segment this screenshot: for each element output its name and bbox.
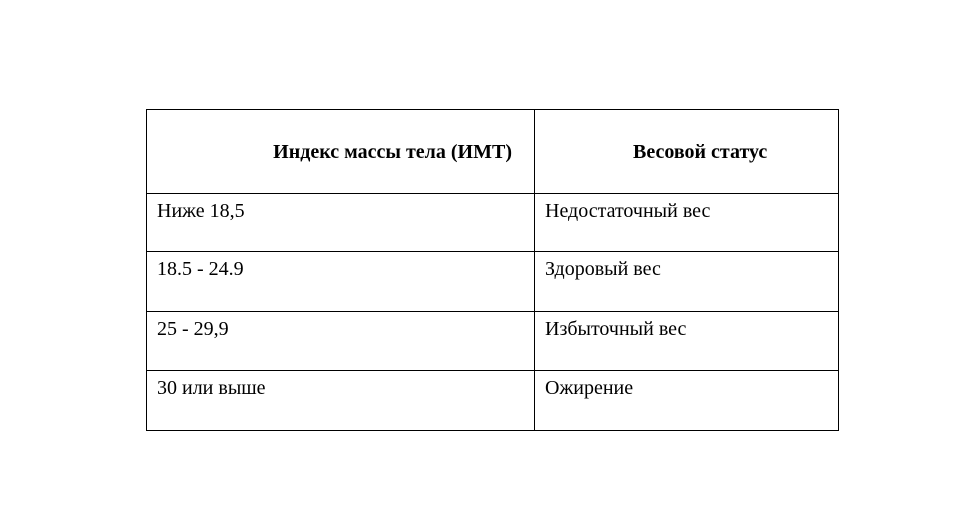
table-body — [147, 194, 839, 431]
bmi-range-cell: Ниже 18,5 — [147, 194, 535, 252]
table-row — [147, 252, 839, 312]
header-weight-status: Весовой статус — [535, 110, 839, 194]
header-bmi-index: Индекс массы тела (ИМТ) — [147, 110, 535, 194]
table-header — [147, 110, 839, 194]
bmi-range-cell: 18.5 - 24.9 — [147, 252, 535, 312]
header-row — [147, 110, 839, 194]
weight-status-cell: Ожирение — [535, 371, 839, 431]
table-row — [147, 312, 839, 371]
weight-status-cell: Недостаточный вес — [535, 194, 839, 252]
weight-status-cell: Избыточный вес — [535, 312, 839, 371]
bmi-table — [146, 109, 839, 431]
bmi-range-cell: 30 или выше — [147, 371, 535, 431]
table-row — [147, 194, 839, 252]
bmi-range-cell: 25 - 29,9 — [147, 312, 535, 371]
table-row — [147, 371, 839, 431]
weight-status-cell: Здоровый вес — [535, 252, 839, 312]
